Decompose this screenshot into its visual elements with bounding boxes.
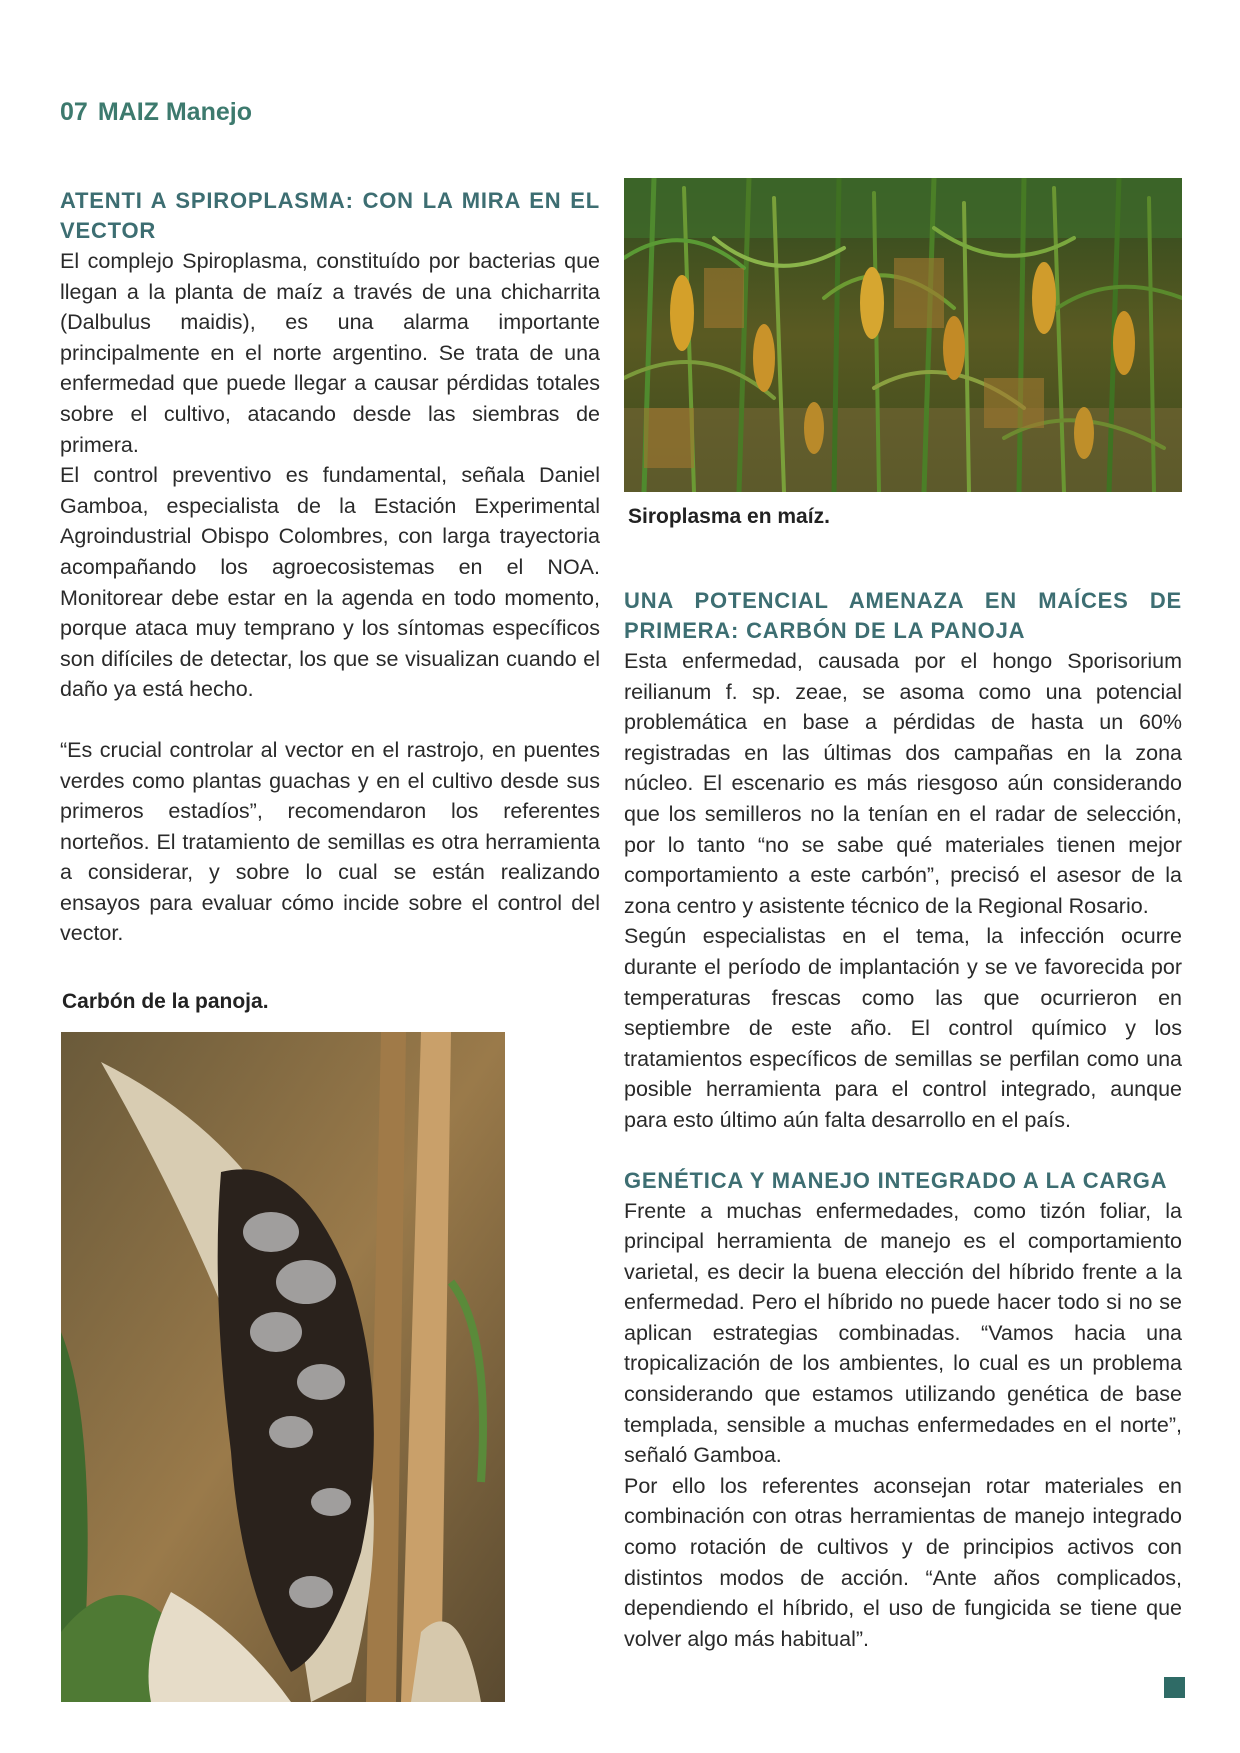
right-column xyxy=(624,586,1182,1654)
photo-caption-spiroplasma: Siroplasma en maíz. xyxy=(628,505,830,528)
left-column xyxy=(60,186,600,949)
article-heading-spiroplasma: ATENTI A SPIROPLASMA: CON LA MIRA EN EL VECTOR xyxy=(60,188,600,243)
paragraph: “Es crucial controlar al vector en el rastrojo, en puentes verdes como plantas guachas y en el cultivo desde sus primeros estadíos”, recomendaron los referentes norteños. El tratamiento de semillas es otra herramienta a considerar, y sobre lo cual se están realizando ensayos para evaluar cómo incide sobre el control del vector. xyxy=(60,737,600,946)
paragraph: El control preventivo es fundamental, señala Daniel Gamboa, especialista de la Estación Experimental Agroindustrial Obispo Colombres, con larga trayectoria acompañando los agroecosistemas en el NOA. Monitorear debe estar en la agenda en todo momento, porque ataca muy temprano y los síntomas específicos son difíciles de detectar, los que se visualizan cuando el daño ya está hecho. xyxy=(60,463,600,702)
paragraph: Según especialistas en el tema, la infección ocurre durante el período de implantación y se ve favorecida por temperaturas frescas como las que ocurrieron en septiembre de este año. El control químico y los tratamientos específicos de semillas se perfilan como una posible herramienta para el control integrado, aunque para esto último aún falta desarrollo en el país. xyxy=(624,924,1182,1132)
paragraph: El complejo Spiroplasma, constituído por bacterias que llegan a la planta de maíz a través de una chicharrita (Dalbulus maidis), es una alarma importante principalmente en el norte argentino. Se trata de una enfermedad que puede llegar a causar pérdidas totales sobre el cultivo, atacando desde las siembras de primera. xyxy=(60,249,600,457)
article-heading-genetica: GENÉTICA Y MANEJO INTEGRADO A LA CARGA xyxy=(624,1167,1168,1193)
corn-smut-photo xyxy=(61,1032,505,1702)
photo-caption-carbon: Carbón de la panoja. xyxy=(62,990,269,1013)
article-heading-carbon: UNA POTENCIAL AMENAZA EN MAÍCES DE PRIMERA: CARBÓN DE LA PANOJA xyxy=(624,588,1182,643)
corner-square-decoration xyxy=(1164,1677,1185,1698)
section-title: MAIZ Manejo xyxy=(97,98,252,126)
paragraph: Por ello los referentes aconsejan rotar materiales en combinación con otras herramientas de manejo integrado como rotación de cultivos y de principios activos con distintos modos de acción. “Ante años complicados, dependiendo el híbrido, el uso de fungicida se tiene que volver algo más habitual”. xyxy=(624,1473,1182,1651)
section-header xyxy=(60,98,252,127)
corn-field-photo xyxy=(624,178,1182,492)
page-number: 07 xyxy=(60,98,88,126)
paragraph: Esta enfermedad, causada por el hongo Sporisorium reilianum f. sp. zeae, se asoma como una potencial problemática en base a pérdidas de hasta un 60% registradas en las últimas dos campañas en la zona núcleo. El escenario es más riesgoso aún considerando que los semilleros no la tenían en el radar de selección, por lo tanto “no se sabe qué materiales tienen mejor comportamiento a este carbón”, precisó el asesor de la zona centro y asistente técnico de la Regional Rosario. xyxy=(624,649,1182,918)
paragraph: Frente a muchas enfermedades, como tizón foliar, la principal herramienta de manejo es el comportamiento varietal, es decir la buena elección del híbrido frente a la enfermedad. Pero el híbrido no puede hacer todo si no se aplican estrategias combinadas. “Vamos hacia una tropicalización de los ambientes, lo cual es un problema considerando que estamos utilizando genética de base templada, sensible a muchas enfermedades en el norte”, señaló Gamboa. xyxy=(624,1198,1182,1468)
